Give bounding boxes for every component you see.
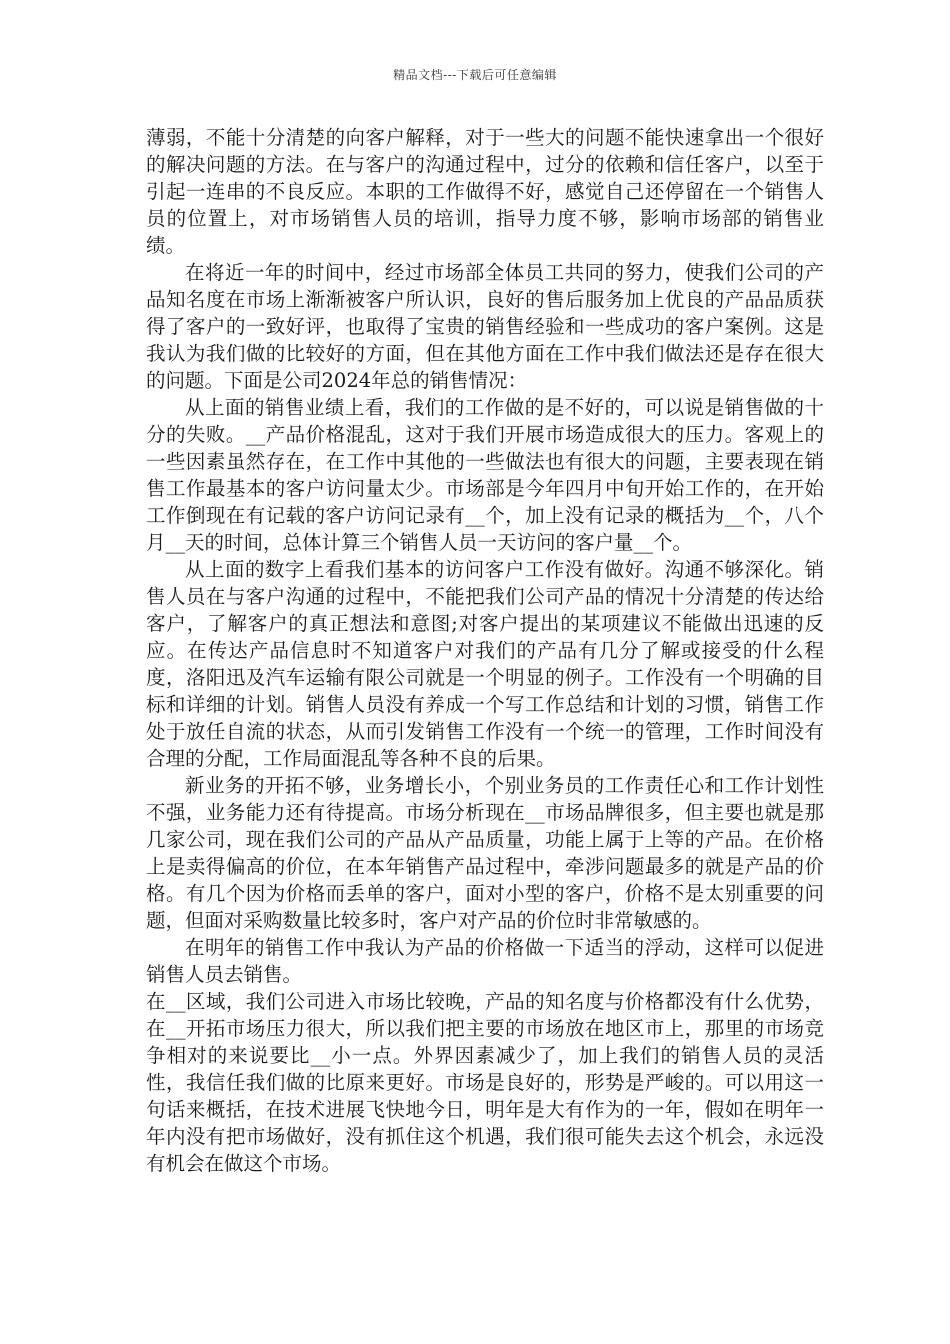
- paragraph-2: 在将近一年的时间中，经过市场部全体员工共同的努力，使我们公司的产品知名度在市场上渐渐被客户所认识，良好的售后服务加上优良的产品品质获得了客户的一致好评，也取得了宝贵的销售经验和一些成功的客户案例。这是我认为我们做的比较好的方面，但在其他方面在工作中我们做法还是存在很大的问题。下面是公司2024年总的销售情况：: [146, 261, 824, 392]
- paragraph-5: 新业务的开拓不够，业务增长小，个别业务员的工作责任心和工作计划性不强，业务能力还有待提高。市场分析现在__市场品牌很多，但主要也就是那几家公司，现在我们公司的产品从产品质量，功能上属于上等的产品。在价格上是卖得偏高的价位，在本年销售产品过程中，牵涉问题最多的就是产品的价格。有几个因为价格而丢单的客户，面对小型的客户，价格不是太别重要的问题，但面对采购数量比较多时，客户对产品的价位时非常敏感的。: [146, 774, 824, 932]
- paragraph-1: 薄弱，不能十分清楚的向客户解释，对于一些大的问题不能快速拿出一个很好的解决问题的方法。在与客户的沟通过程中，过分的依赖和信任客户，以至于引起一连串的不良反应。本职的工作做得不好，感觉自己还停留在一个销售人员的位置上，对市场销售人员的培训，指导力度不够，影响市场部的销售业绩。: [146, 126, 824, 257]
- paragraph-3: 从上面的销售业绩上看，我们的工作做的是不好的，可以说是销售做的十分的失败。__产品价格混乱，这对于我们开展市场造成很大的压力。客观上的一些因素虽然存在，在工作中其他的一些做法也有很大的问题，主要表现在销售工作最基本的客户访问量太少。市场部是今年四月中旬开始工作的，在开始工作倒现在有记载的客户访问记录有__个，加上没有记录的概括为__个，八个月__天的时间，总体计算三个销售人员一天访问的客户量__个。: [146, 396, 824, 554]
- paragraph-6: 在明年的销售工作中我认为产品的价格做一下适当的浮动，这样可以促进销售人员去销售。: [146, 936, 824, 986]
- paragraph-7: 在__区域，我们公司进入市场比较晚，产品的知名度与价格都没有什么优势，在__开拓市场压力很大，所以我们把主要的市场放在地区市上，那里的市场竞争相对的来说要比__小一点。外界因素减少了，加上我们的销售人员的灵活性，我信任我们做的比原来更好。市场是良好的，形势是严峻的。可以用这一句话来概括，在技术进展飞快地今日，明年是大有作为的一年，假如在明年一年内没有把市场做好，没有抓住这个机遇，我们很可能失去这个机会，永远没有机会在做这个市场。: [146, 990, 824, 1175]
- page-header: 精品文档---下载后可任意编辑: [393, 68, 557, 82]
- document-body: [146, 124, 824, 1177]
- paragraph-4: 从上面的数字上看我们基本的访问客户工作没有做好。沟通不够深化。销售人员在与客户沟通的过程中，不能把我们公司产品的情况十分清楚的传达给客户，了解客户的真正想法和意图;对客户提出的某项建议不能做出迅速的反应。在传达产品信息时不知道客户对我们的产品有几分了解或接受的什么程度，洛阳迅及汽车运输有限公司就是一个明显的例子。工作没有一个明确的目标和详细的计划。销售人员没有养成一个写工作总结和计划的习惯，销售工作处于放任自流的状态，从而引发销售工作没有一个统一的管理，工作时间没有合理的分配，工作局面混乱等各种不良的后果。: [146, 558, 824, 770]
